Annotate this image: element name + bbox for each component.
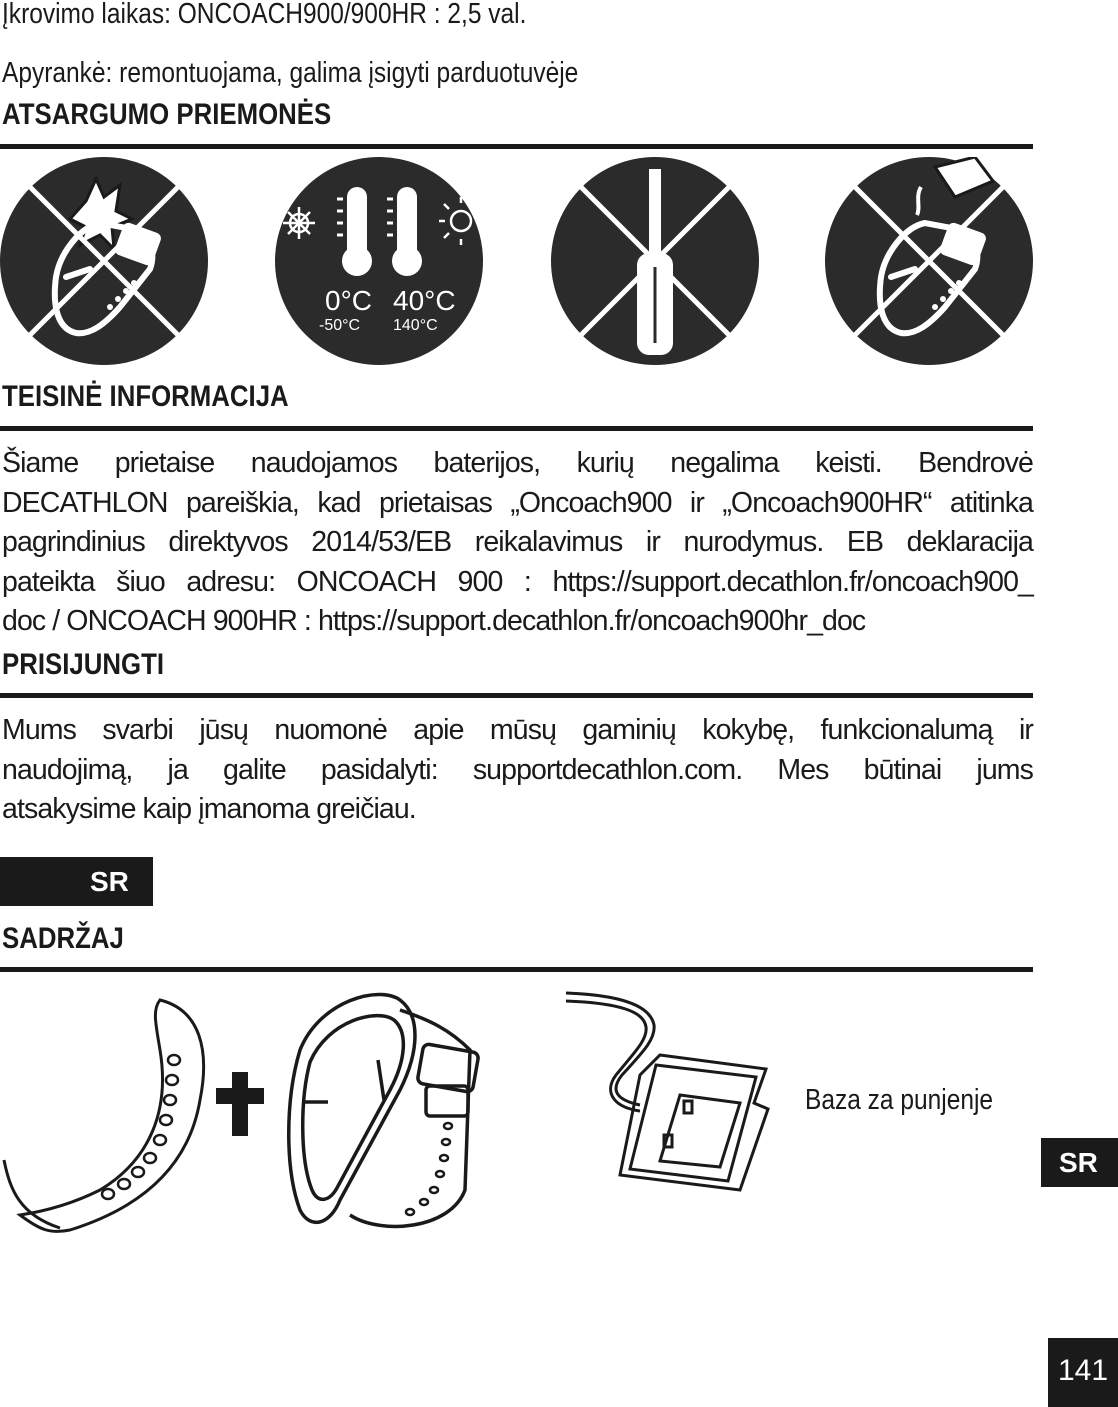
no-disassembly-icon xyxy=(551,157,759,365)
section-divider xyxy=(0,693,1033,698)
temp-high-label: 40°C xyxy=(393,285,456,316)
charging-base-illustration xyxy=(560,985,780,1205)
page-number: 141 xyxy=(1058,1354,1109,1387)
page-number-box xyxy=(1048,1338,1118,1407)
contents-heading: SADRŽAJ xyxy=(2,922,124,955)
strap-text: Apyrankė: remontuojama, galima įsigyti parduotuvėje xyxy=(2,57,579,89)
legal-line: Šiame prietaise naudojamos baterijos, kurių negalima keisti. Bendrovė xyxy=(2,447,1033,479)
section-divider xyxy=(0,144,1033,149)
legal-heading: TEISINĖ INFORMACIJA xyxy=(2,380,289,413)
precautions-heading: ATSARGUMO PRIEMONĖS xyxy=(2,98,332,131)
legal-line: DECATHLON pareiškia, kad prietaisas „Oncoach900 ir „Oncoach900HR“ atitinka xyxy=(2,486,1033,519)
side-language-tab xyxy=(1041,1138,1118,1187)
connect-paragraph xyxy=(2,711,1033,830)
legal-line: pateikta šiuo adresu: ONCOACH 900 : https://support.decathlon.fr/oncoach900_ xyxy=(2,565,1033,598)
connect-heading: PRISIJUNGTI xyxy=(2,648,165,681)
charging-base-label: Baza za punjenje xyxy=(805,1084,994,1116)
language-label-box xyxy=(0,857,153,906)
legal-line: pagrindinius direktyvos 2014/53/EB reikalavimus ir nurodymus. EB deklaracija xyxy=(2,526,1033,558)
no-chemicals-icon xyxy=(825,157,1033,365)
temp-high-f-label: 140°C xyxy=(393,317,438,334)
bracelet-illustration xyxy=(0,990,560,1240)
charge-time-text: Įkrovimo laikas: ONCOACH900/900HR : 2,5 val. xyxy=(2,0,527,30)
temp-low-label: 0°C xyxy=(325,285,372,316)
no-impact-icon xyxy=(0,157,208,365)
section-divider xyxy=(0,426,1033,431)
legal-paragraph xyxy=(2,444,1033,642)
connect-line: Mums svarbi jūsų nuomonė apie mūsų gaminių kokybę, funkcionalumą ir xyxy=(2,714,1033,746)
temperature-range-icon xyxy=(275,157,483,365)
language-label: SR xyxy=(90,866,129,897)
connect-line: atsakysime kaip įmanoma greičiau. xyxy=(2,793,416,825)
side-language-tab-label: SR xyxy=(1059,1147,1098,1178)
section-divider xyxy=(0,967,1033,972)
connect-line: naudojimą, ja galite pasidalyti: supportdecathlon.com. Mes būtinai jums xyxy=(2,753,1033,786)
temp-low-f-label: -50°C xyxy=(319,317,361,334)
legal-line: doc / ONCOACH 900HR : https://support.decathlon.fr/oncoach900hr_doc xyxy=(2,605,866,637)
